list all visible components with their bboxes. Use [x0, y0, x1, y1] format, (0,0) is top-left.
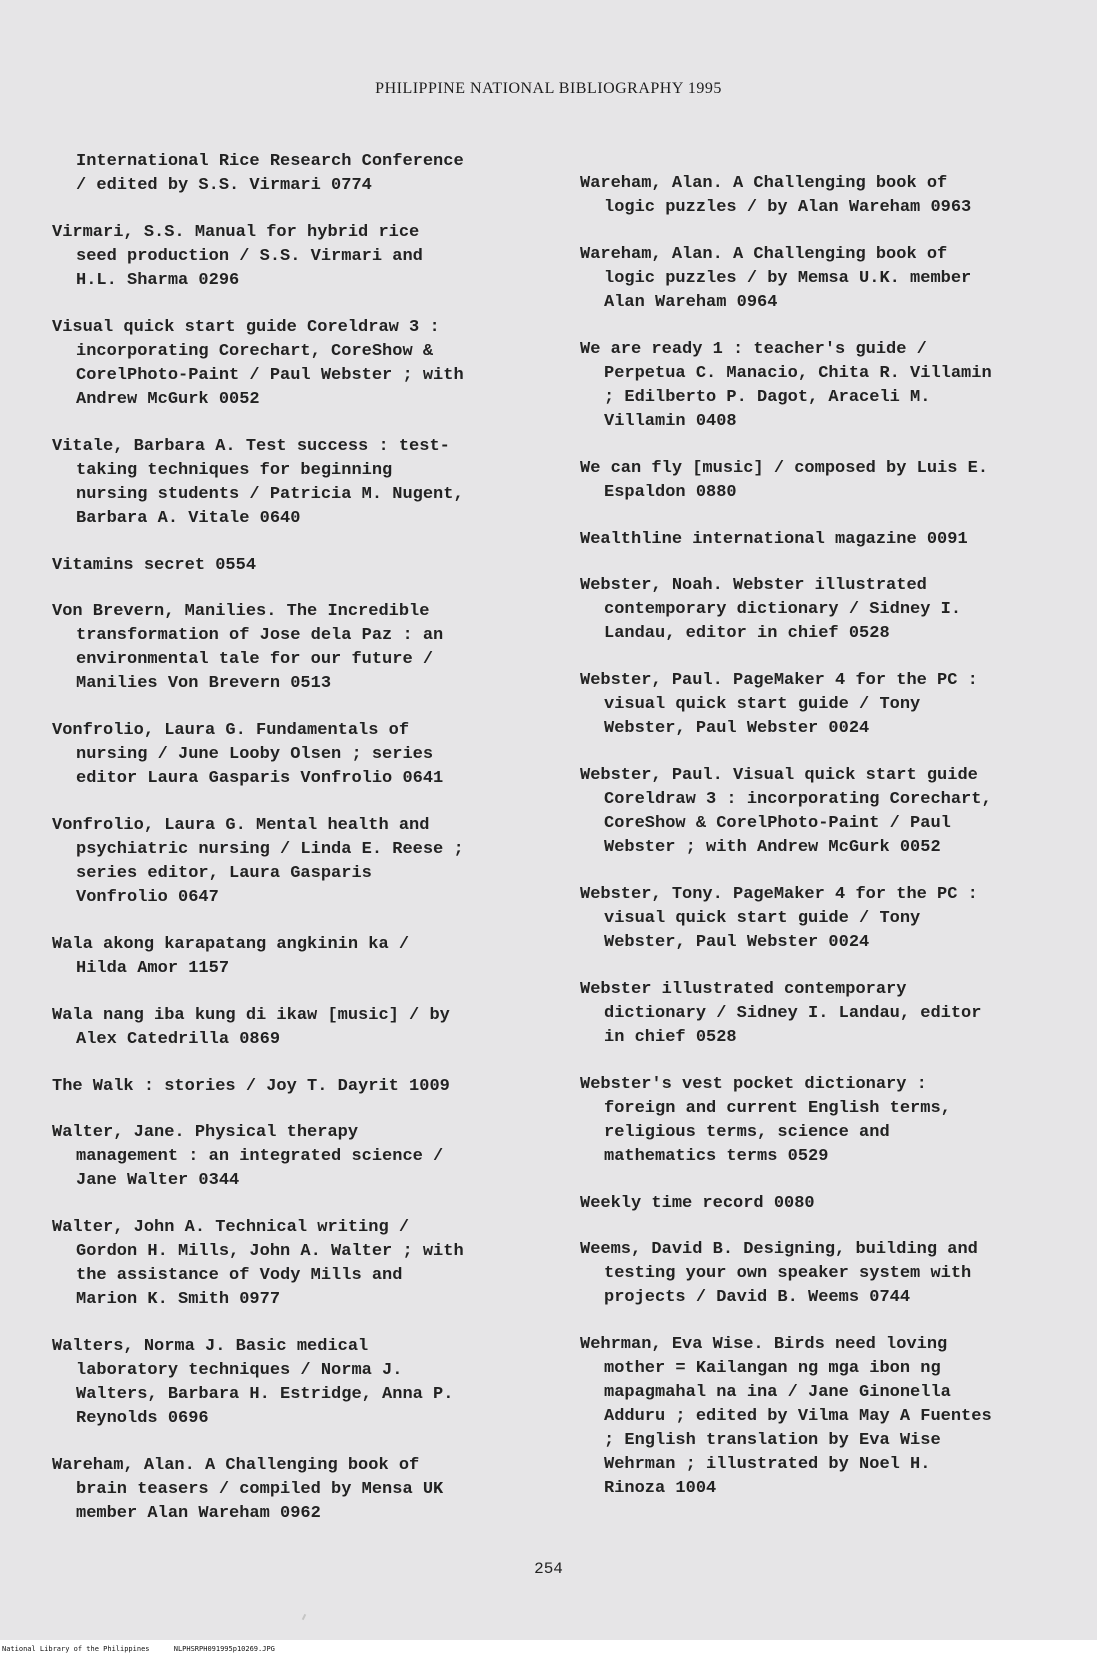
- bibliography-entry: Webster, Paul. PageMaker 4 for the PC : visual quick start guide / Tony Webster, Paul Webster 0024: [580, 671, 978, 738]
- bibliography-entry: Wehrman, Eva Wise. Birds need loving mother = Kailangan ng mga ibon ng mapagmahal na ina / Jane Ginonella Adduru ; edited by Vilma May A Fuentes ; English translation by Eva Wise Wehrman ; illustrated by Noel H. Rinoza 1004: [580, 1335, 992, 1498]
- scan-footer: [0, 1640, 1097, 1658]
- bibliography-entry: Vitale, Barbara A. Test success : test- taking techniques for beginning nursing students / Patricia M. Nugent, Barbara A. Vitale 0640: [52, 437, 464, 528]
- page-number: 254: [534, 1560, 563, 1578]
- bibliography-entry: International Rice Research Conference / edited by S.S. Virmari 0774: [76, 152, 464, 195]
- bibliography-entry: Walter, John A. Technical writing / Gordon H. Mills, John A. Walter ; with the assistance of Vody Mills and Marion K. Smith 0977: [52, 1218, 464, 1309]
- bibliography-entry: Webster, Paul. Visual quick start guide Coreldraw 3 : incorporating Corechart, CoreShow & CorelPhoto-Paint / Paul Webster ; with Andrew McGurk 0052: [580, 766, 992, 857]
- bibliography-entry: Wareham, Alan. A Challenging book of brain teasers / compiled by Mensa UK member Alan Wareham 0962: [52, 1456, 444, 1523]
- library-name: National Library of the Philippines: [2, 1645, 150, 1653]
- bibliography-entry: Walter, Jane. Physical therapy management : an integrated science / Jane Walter 0344: [52, 1123, 444, 1190]
- bibliography-entry: Virmari, S.S. Manual for hybrid rice seed production / S.S. Virmari and H.L. Sharma 0296: [52, 223, 423, 290]
- bibliography-entry: We are ready 1 : teacher's guide / Perpetua C. Manacio, Chita R. Villamin ; Edilberto P. Dagot, Araceli M. Villamin 0408: [580, 340, 992, 431]
- bibliography-entry: Wala nang iba kung di ikaw [music] / by Alex Catedrilla 0869: [52, 1006, 450, 1049]
- bibliography-entry: Webster, Tony. PageMaker 4 for the PC : visual quick start guide / Tony Webster, Paul Webster 0024: [580, 885, 978, 952]
- bibliography-entry: Wareham, Alan. A Challenging book of logic puzzles / by Alan Wareham 0963: [580, 174, 972, 217]
- file-id: NLPHSRPH091995p10269.JPG: [173, 1645, 275, 1653]
- page-title: PHILIPPINE NATIONAL BIBLIOGRAPHY 1995: [375, 80, 722, 97]
- scan-mark: [302, 1614, 306, 1620]
- bibliography-entry: Webster illustrated contemporary dictionary / Sidney I. Landau, editor in chief 0528: [580, 980, 982, 1047]
- bibliography-entry: We can fly [music] / composed by Luis E. Espaldon 0880: [580, 459, 989, 502]
- bibliography-entry: Wala akong karapatang angkinin ka / Hilda Amor 1157: [52, 935, 410, 978]
- bibliography-entry: Wareham, Alan. A Challenging book of logic puzzles / by Memsa U.K. member Alan Wareham 0964: [580, 245, 972, 312]
- bibliography-entry: Weems, David B. Designing, building and testing your own speaker system with projects / David B. Weems 0744: [580, 1240, 978, 1307]
- bibliography-entry: Weekly time record 0080: [580, 1194, 815, 1213]
- bibliography-entry: The Walk : stories / Joy T. Dayrit 1009: [52, 1077, 450, 1096]
- bibliography-entry: Visual quick start guide Coreldraw 3 : incorporating Corechart, CoreShow & CorelPhoto-Paint / Paul Webster ; with Andrew McGurk 0052: [52, 318, 464, 409]
- right-column: [580, 172, 1080, 1524]
- bibliography-entry: Vonfrolio, Laura G. Mental health and psychiatric nursing / Linda E. Reese ; series editor, Laura Gasparis Vonfrolio 0647: [52, 816, 464, 907]
- bibliography-entry: Webster's vest pocket dictionary : foreign and current English terms, religious terms, science and mathematics terms 0529: [580, 1075, 951, 1166]
- bibliography-entry: Webster, Noah. Webster illustrated contemporary dictionary / Sidney I. Landau, editor in chief 0528: [580, 576, 962, 643]
- left-column: [52, 150, 542, 1549]
- bibliography-entry: Wealthline international magazine 0091: [580, 530, 968, 549]
- bibliography-entry: Von Brevern, Manilies. The Incredible transformation of Jose dela Paz : an environmental tale for our future / Manilies Von Brevern 0513: [52, 602, 444, 693]
- bibliography-entry: Walters, Norma J. Basic medical laboratory techniques / Norma J. Walters, Barbara H. Estridge, Anna P. Reynolds 0696: [52, 1337, 454, 1428]
- bibliography-entry: Vonfrolio, Laura G. Fundamentals of nursing / June Looby Olsen ; series editor Laura Gasparis Vonfrolio 0641: [52, 721, 444, 788]
- bibliography-entry: Vitamins secret 0554: [52, 556, 257, 575]
